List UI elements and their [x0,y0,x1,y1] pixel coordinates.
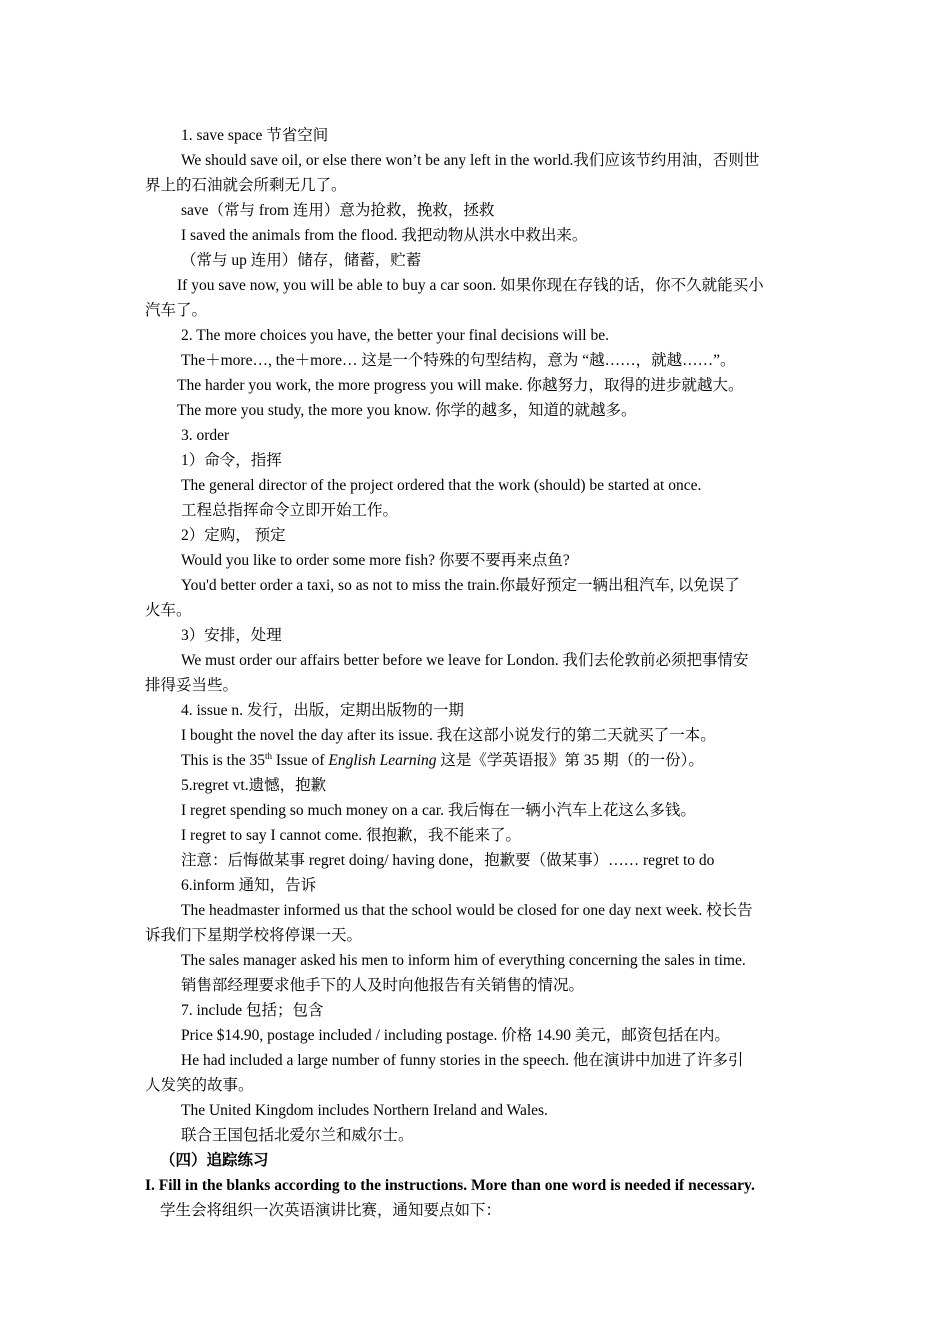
text-line: The＋more…, the＋more… 这是一个特殊的句型结构，意为 “越……，就越……”。 [181,352,736,369]
text-line: 汽车了。 [145,302,208,319]
text-line: 4. issue n. 发行，出版，定期出版物的一期 [181,702,464,719]
text-line: I saved the animals from the flood. 我把动物从洪水中救出来。 [181,227,588,244]
text-line: 5.regret vt.遗憾，抱歉 [181,777,327,794]
text-line: 火车。 [145,602,192,619]
section-heading: （四）追踪练习 [160,1152,269,1169]
text-line: The general director of the project ordered that the work (should) be started at once. [181,477,702,494]
text-line: 排得妥当些。 [145,677,239,694]
text-line: 7. include 包括；包含 [181,1002,324,1019]
text-line: 3. order [181,427,230,444]
text-line: We must order our affairs better before we leave for London. 我们去伦敦前必须把事情安 [181,652,749,669]
text-line: I bought the novel the day after its issue. 我在这部小说发行的第二天就买了一本。 [181,727,716,744]
text-line: I regret to say I cannot come. 很抱歉，我不能来了。 [181,827,522,844]
text-line: 2）定购， 预定 [181,527,286,544]
exercise-instruction: I. Fill in the blanks according to the instructions. More than one word is needed if necessary. [145,1177,755,1194]
text-line: 界上的石油就会所剩无几了。 [145,177,347,194]
text-line: （常与 up 连用）储存，储蓄，贮蓄 [181,252,422,269]
text-segment: This is the 35 [181,752,265,769]
text-segment: 这是《学英语报》第 35 期（的一份）。 [436,752,704,769]
text-segment: Issue of [271,752,329,769]
text-line: Would you like to order some more fish? 你要不要再来点鱼? [181,552,570,569]
text-line: He had included a large number of funny stories in the speech. 他在演讲中加进了许多引 [181,1052,744,1069]
text-line: The United Kingdom includes Northern Ireland and Wales. [181,1102,548,1119]
text-line: Price $14.90, postage included / including postage. 价格 14.90 美元，邮资包括在内。 [181,1027,730,1044]
text-line: If you save now, you will be able to buy a car soon. 如果你现在存钱的话，你不久就能买小 [177,277,764,294]
text-line: 销售部经理要求他手下的人及时向他报告有关销售的情况。 [181,977,585,994]
text-line: We should save oil, or else there won’t be any left in the world.我们应该节约用油，否则世 [181,152,760,169]
ordinal-suffix: th [264,750,272,761]
newspaper-title: English Learning [328,752,437,769]
text-line: 2. The more choices you have, the better your final decisions will be. [181,327,609,344]
text-line: 学生会将组织一次英语演讲比赛，通知要点如下： [160,1202,502,1219]
text-line: 6.inform 通知，告诉 [181,877,317,894]
text-line: 1. save space 节省空间 [181,127,329,144]
text-line: 1）命令，指挥 [181,452,282,469]
text-line: The harder you work, the more progress you will make. 你越努力，取得的进步就越大。 [177,377,744,394]
text-line: 注意：后悔做某事 regret doing/ having done，抱歉要（做某事）…… regret to do [181,852,715,869]
text-line: The more you study, the more you know. 你学的越多，知道的就越多。 [177,402,637,419]
text-line: I regret spending so much money on a car. 我后悔在一辆小汽车上花这么多钱。 [181,802,696,819]
text-line: 3）安排，处理 [181,627,282,644]
text-line: 人发笑的故事。 [145,1077,254,1094]
text-line [181,751,704,771]
text-line: 诉我们下星期学校将停课一天。 [145,927,363,944]
text-line: The sales manager asked his men to inform him of everything concerning the sales in time. [181,952,746,969]
text-line: 联合王国包括北爱尔兰和威尔士。 [181,1127,414,1144]
text-line: save（常与 from 连用）意为抢救，挽救，拯救 [181,202,495,219]
text-line: The headmaster informed us that the school would be closed for one day next week. 校长告 [181,902,753,919]
text-line: You'd better order a taxi, so as not to miss the train.你最好预定一辆出租汽车, 以免误了 [181,577,740,594]
text-line: 工程总指挥命令立即开始工作。 [181,502,399,519]
